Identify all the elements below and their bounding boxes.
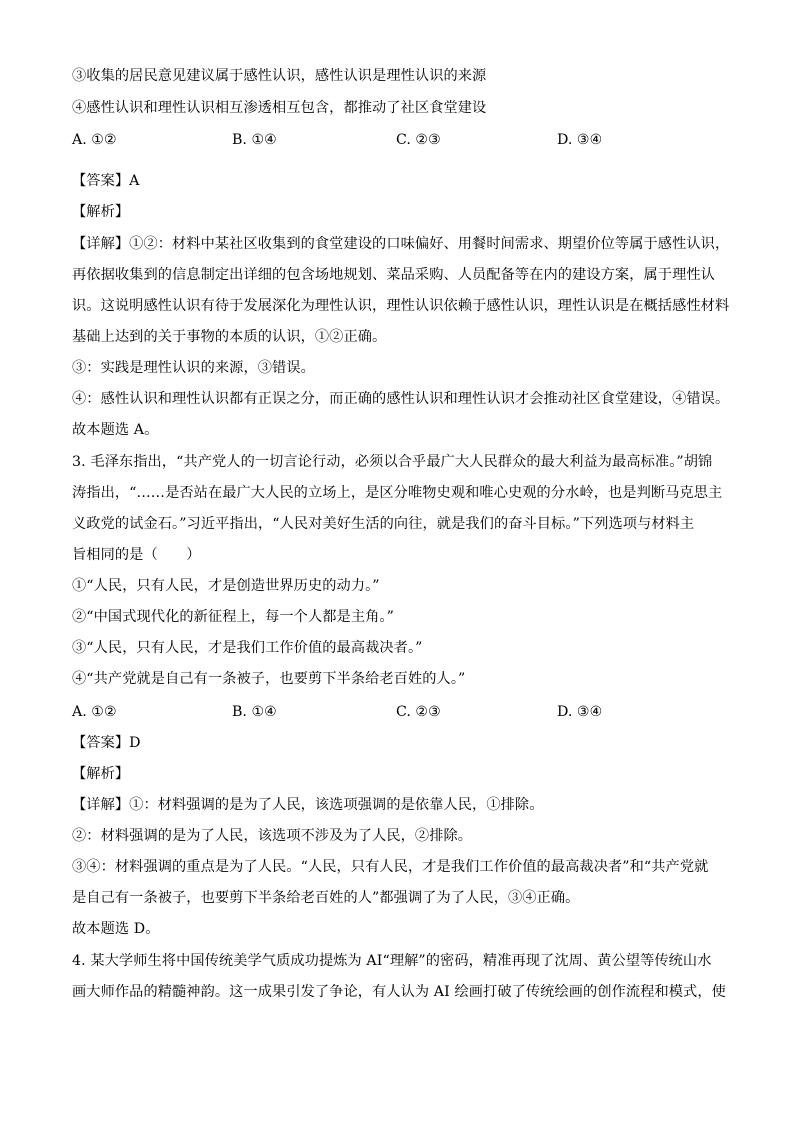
question-4-stem: 4. 某大学师生将中国传统美学气质成功提炼为 AI“理解”的密码，精准再现了沈周、黄公望等传统山水 — [72, 953, 712, 969]
statement-3: ③“人民，只有人民，才是我们工作价值的最高裁决者。” — [72, 640, 423, 656]
option-c: C. ②③ — [396, 704, 441, 720]
statement-4: ④感性认识和理性认识相互渗透相互包含，都推动了社区食堂建设 — [72, 100, 487, 116]
statement-1: ①“人民，只有人民，才是创造世界历史的动力。” — [72, 578, 380, 594]
detail-line: 【详解】①：材料强调的是为了人民，该选项强调的是依靠人民，①排除。 — [72, 797, 544, 813]
detail-line: ④：感性认识和理性认识都有正误之分，而正确的感性认识和理性认识才会推动社区食堂建设，④错误。 — [72, 391, 730, 407]
question-3-stem: 旨相同的是（ ） — [72, 547, 201, 563]
answer-label: 【答案】D — [72, 735, 141, 751]
detail-line: 是自己有一条被子，也要剪下半条给老百姓的人”都强调了为了人民，③④正确。 — [72, 890, 580, 906]
analysis-label: 【解析】 — [72, 766, 130, 782]
question-3-stem: 义政党的试金石。”习近平指出，“人民对美好生活的向往，就是我们的奋斗目标。”下列选项与材料主 — [72, 516, 695, 532]
detail-line: ③：实践是理性认识的来源，③错误。 — [72, 360, 315, 376]
option-b: B. ①④ — [232, 704, 277, 720]
option-a: A. ①② — [72, 132, 117, 148]
question-4-stem: 画大师作品的精髓神韵。这一成果引发了争论，有人认为 AI 绘画打破了传统绘画的创作流程和模式，使 — [72, 984, 726, 1000]
option-b: B. ①④ — [232, 132, 277, 148]
option-a: A. ①② — [72, 704, 117, 720]
detail-line: 【详解】①②：材料中某社区收集到的食堂建设的口味偏好、用餐时间需求、期望价位等属于感性认识， — [72, 236, 730, 252]
detail-line: 识。这说明感性认识有待于发展深化为理性认识，理性认识依赖于感性认识，理性认识是在概括感性材料 — [72, 298, 730, 314]
statement-2: ②“中国式现代化的新征程上，每一个人都是主角。” — [72, 609, 394, 625]
statement-3: ③收集的居民意见建议属于感性认识，感性认识是理性认识的来源 — [72, 68, 487, 84]
option-d: D. ③④ — [557, 132, 603, 148]
detail-line: 再依据收集到的信息制定出详细的包含场地规划、菜品采购、人员配备等在内的建设方案，属于理性认 — [72, 267, 715, 283]
statement-4: ④“共产党就是自己有一条被子，也要剪下半条给老百姓的人。” — [72, 671, 466, 687]
question-3-stem: 涛指出，“……是否站在最广大人民的立场上，是区分唯物史观和唯心史观的分水岭，也是判断马克思主 — [72, 485, 723, 501]
detail-line: ③④：材料强调的重点是为了人民。“人民，只有人民，才是我们工作价值的最高裁决者”和“共产党就 — [72, 859, 709, 875]
question-3-stem: 3. 毛泽东指出，“共产党人的一切言论行动，必须以合乎最广大人民群众的最大利益为最高标准。”胡锦 — [72, 454, 713, 470]
conclusion-line: 故本题选 D。 — [72, 921, 160, 937]
answer-label: 【答案】A — [72, 173, 140, 189]
option-c: C. ②③ — [396, 132, 441, 148]
detail-line: 基础上达到的关于事物的本质的认识，①②正确。 — [72, 329, 387, 345]
analysis-label: 【解析】 — [72, 204, 130, 220]
option-d: D. ③④ — [557, 704, 603, 720]
detail-line: ②：材料强调的是为了人民，该选项不涉及为了人民，②排除。 — [72, 828, 473, 844]
conclusion-line: 故本题选 A。 — [72, 422, 159, 438]
